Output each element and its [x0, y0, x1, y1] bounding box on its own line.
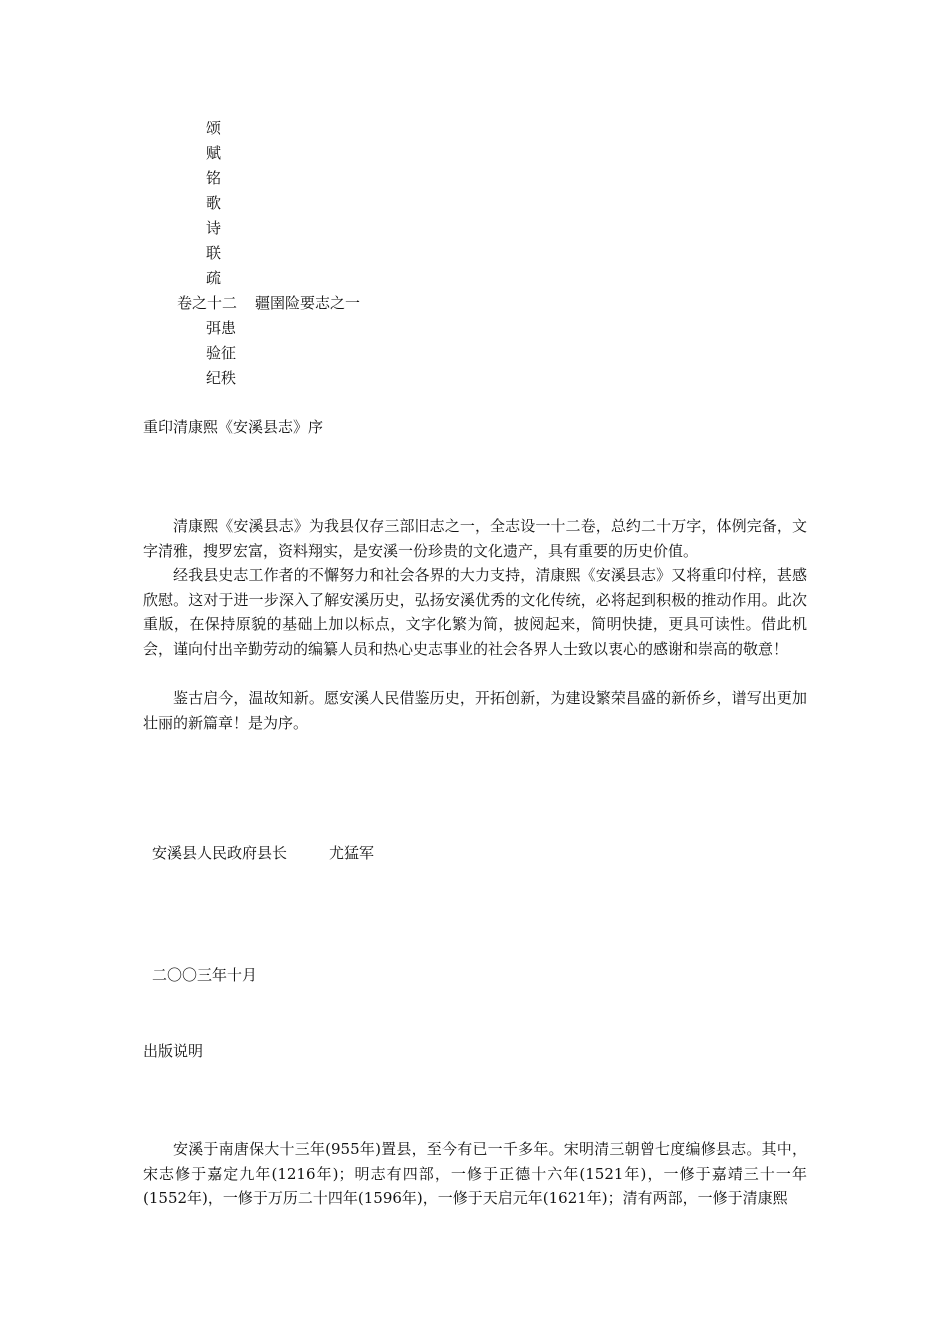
toc-item: 纪秩 [206, 369, 237, 387]
preface-paragraph: 清康熙《安溪县志》为我县仅存三部旧志之一，全志设一十二卷，总约二十万字，体例完备，文字清雅，搜罗宏富，资料翔实，是安溪一份珍贵的文化遗产，具有重要的历史价值。 [143, 517, 807, 560]
toc-item: 歌 [206, 194, 222, 212]
preface-date: 二〇〇三年十月 [152, 966, 258, 984]
preface-title: 重印清康熙《安溪县志》序 [143, 418, 324, 436]
toc-item: 颂 [206, 119, 222, 137]
toc-item: 验征 [206, 344, 237, 362]
signature-name: 尤猛军 [329, 844, 375, 862]
toc-volume-label: 卷之十二 [177, 294, 238, 312]
preface-paragraph: 经我县史志工作者的不懈努力和社会各界的大力支持，清康熙《安溪县志》又将重印付梓，甚感欣慰。这对于进一步深入了解安溪历史，弘扬安溪优秀的文化传统，必将起到积极的推动作用。此次重版，在保持原貌的基础上加以标点，文字化繁为简，披阅起来，简明快捷，更具可读性。借此机会，谨向付出辛勤劳动的编纂人员和热心史志事业的社会各界人士致以衷心的感谢和崇高的敬意！ [143, 566, 807, 658]
toc-item: 诗 [206, 219, 222, 237]
preface-paragraph: 鉴古启今，温故知新。愿安溪人民借鉴历史，开拓创新，为建设繁荣昌盛的新侨乡，谱写出更加壮丽的新篇章！是为序。 [143, 689, 807, 732]
toc-item: 赋 [206, 144, 222, 162]
toc-item: 弭患 [206, 319, 237, 337]
toc-volume-title: 疆圉险要志之一 [255, 294, 361, 312]
publication-note-title: 出版说明 [143, 1042, 204, 1060]
toc-item: 联 [206, 244, 222, 262]
publication-note-paragraph: 安溪于南唐保大十三年(955年)置县，至今有已一千多年。宋明清三朝曾七度编修县志。其中，宋志修于嘉定九年(1216年)；明志有四部，一修于正德十六年(1521年)，一修于嘉靖三十一年(1552年)，一修于万历二十四年(1596年)，一修于天启元年(1621年)；清有两部，一修于清康熙 [143, 1140, 807, 1207]
toc-item: 铭 [206, 169, 222, 187]
toc-item: 疏 [206, 269, 222, 287]
signature-title: 安溪县人民政府县长 [152, 844, 288, 862]
